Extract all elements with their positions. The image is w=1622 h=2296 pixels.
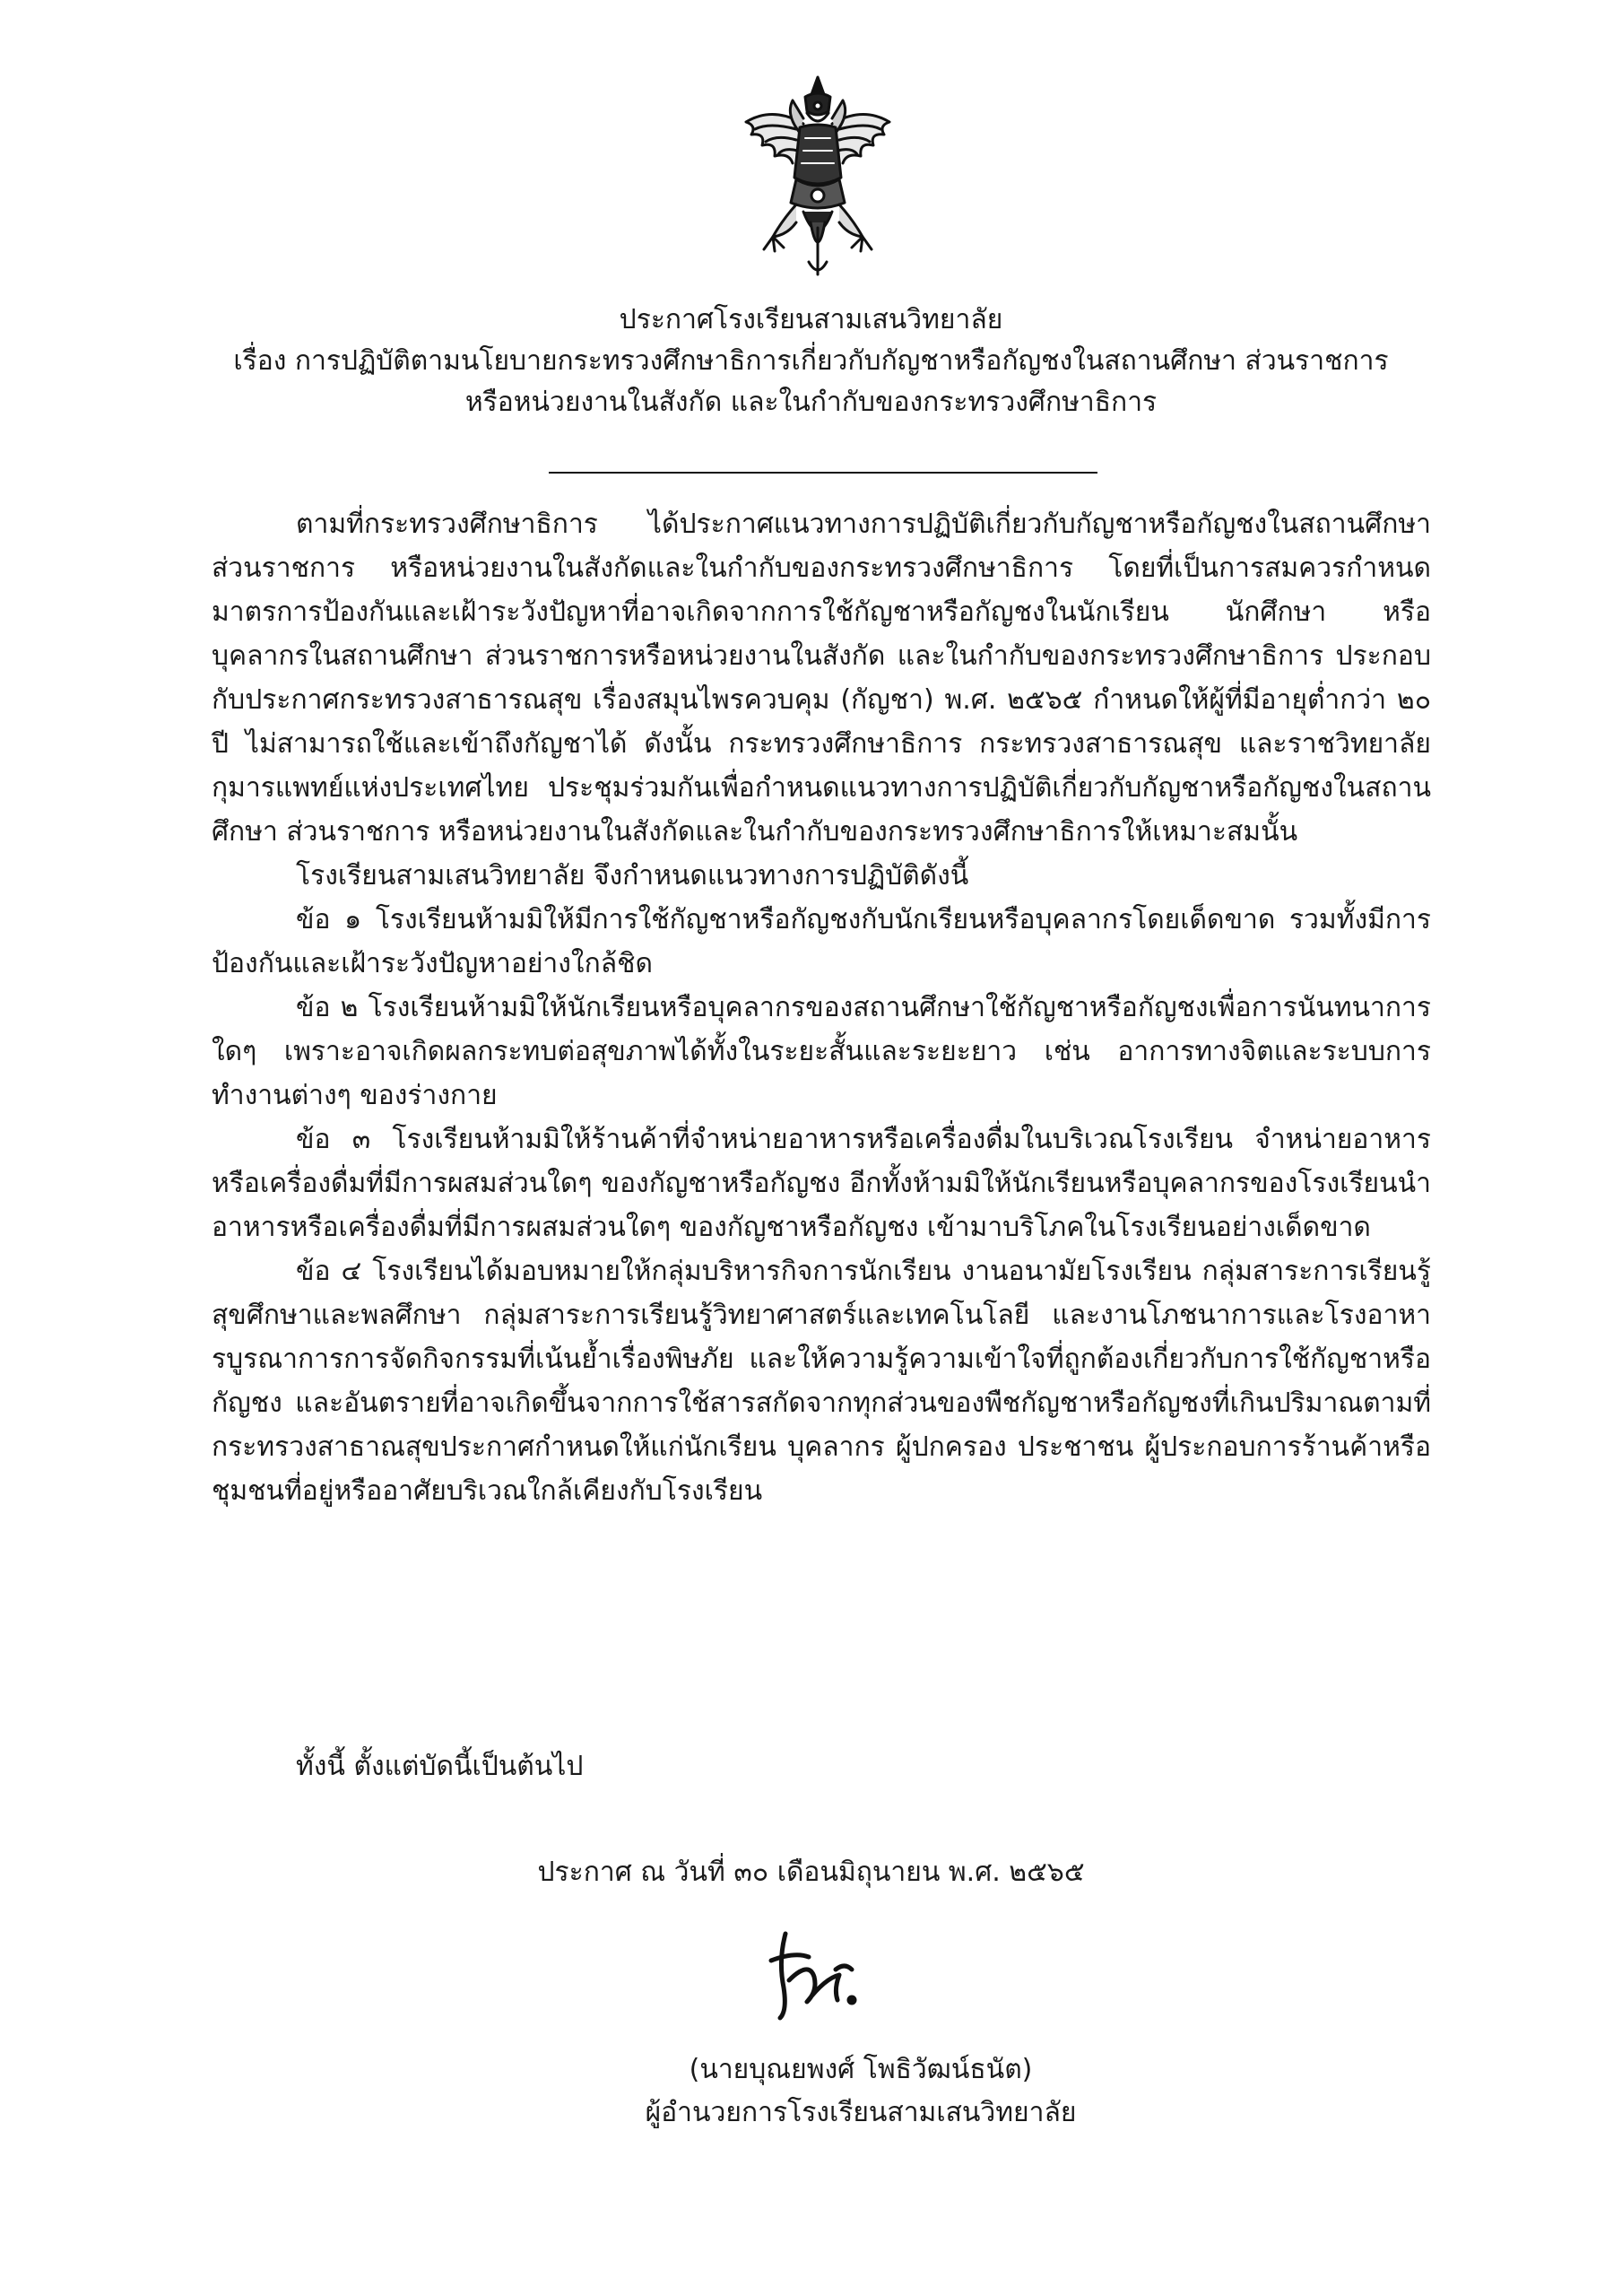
policy-statement: โรงเรียนสามเสนวิทยาลัย จึงกำหนดแนวทางการปฏิบัติดังนี้ <box>296 860 969 891</box>
announcement-title: ประกาศโรงเรียนสามเสนวิทยาลัย <box>619 304 1003 335</box>
clause-3: ข้อ ๓ โรงเรียนห้ามมิให้ร้านค้าที่จำหน่ายอาหารหรือเครื่องดื่มในบริเวณโรงเรียน จำหน่ายอาหารหรือเครื่องดื่มที่มีการผสมส่วนใดๆ ของกัญชาหรือกัญชง อีกทั้งห้ามมิให้นักเรียนหรือบุคลากรของโรงเรียนนำอาหารหรือเครื่องดื่มที่มีการผสมส่วนใดๆ ของกัญชาหรือกัญชง เข้ามาบริโภคในโรงเรียนอย่างเด็ดขาด <box>212 1124 1431 1243</box>
document-body <box>212 502 1431 1513</box>
signer-block <box>592 2048 1130 2135</box>
clause-2: ข้อ ๒ โรงเรียนห้ามมิให้นักเรียนหรือบุคลากรของสถานศึกษาใช้กัญชาหรือกัญชงเพื่อการนันทนาการใดๆ เพราะอาจเกิดผลกระทบต่อสุขภาพได้ทั้งในระยะสั้นและระยะยาว เช่น อาการทางจิตและระบบการทำงานต่างๆ ของร่างกาย <box>212 992 1431 1111</box>
closing-statement: ทั้งนี้ ตั้งแต่บัดนี้เป็นต้นไป <box>296 1751 584 1782</box>
signer-name: (นายบุณยพงศ์ โพธิวัฒน์ธนัต) <box>689 2054 1033 2085</box>
intro-paragraph: ตามที่กระทรวงศึกษาธิการ ได้ประกาศแนวทางการปฏิบัติเกี่ยวกับกัญชาหรือกัญชงในสถานศึกษา ส่วนราชการ หรือหน่วยงานในสังกัดและในกำกับของกระทรวงศึกษาธิการ โดยที่เป็นการสมควรกำหนดมาตรการป้องกันและเฝ้าระวังปัญหาที่อาจเกิดจากการใช้กัญชาหรือกัญชงในนักเรียน นักศึกษา หรือบุคลากรในสถานศึกษา ส่วนราชการหรือหน่วยงานในสังกัด และในกำกับของกระทรวงศึกษาธิการ ประกอบกับประกาศกระทรวงสาธารณสุข เรื่องสมุนไพรควบคุม (กัญชา) พ.ศ. ๒๕๖๕ กำหนดให้ผู้ที่มีอายุต่ำกว่า ๒๐ ปี ไม่สามารถใช้และเข้าถึงกัญชาได้ ดังนั้น กระทรวงศึกษาธิการ กระทรวงสาธารณสุข และราชวิทยาลัยกุมารแพทย์แห่งประเทศไทย ประชุมร่วมกันเพื่อกำหนดแนวทางการปฏิบัติเกี่ยวกับกัญชาหรือกัญชงในสถานศึกษา ส่วนราชการ หรือหน่วยงานในสังกัดและในกำกับของกระทรวงศึกษาธิการให้เหมาะสมนั้น <box>212 509 1431 848</box>
clause-4: ข้อ ๔ โรงเรียนได้มอบหมายให้กลุ่มบริหารกิจการนักเรียน งานอนามัยโรงเรียน กลุ่มสาระการเรียนรู้สุขศึกษาและพลศึกษา กลุ่มสาระการเรียนรู้วิทยาศาสตร์และเทคโนโลยี และงานโภชนาการและโรงอาหารบูรณาการการจัดกิจกรรมที่เน้นย้ำเรื่องพิษภัย และให้ความรู้ความเข้าใจที่ถูกต้องเกี่ยวกับการใช้กัญชาหรือกัญชง และอันตรายที่อาจเกิดขึ้นจากการใช้สารสกัดจากทุกส่วนของพืชกัญชาหรือกัญชงที่เกินปริมาณตามที่กระทรวงสาธาณสุขประกาศกำหนดให้แก่นักเรียน บุคลากร ผู้ปกครอง ประชาชน ผู้ประกอบการร้านค้าหรือชุมชนที่อยู่หรืออาศัยบริเวณใกล้เคียงกับโรงเรียน <box>212 1256 1431 1507</box>
document-header <box>0 300 1622 423</box>
garuda-emblem-icon <box>710 70 925 285</box>
header-divider <box>549 472 1097 474</box>
subject-line-continued: หรือหน่วยงานในสังกัด และในกำกับของกระทรวงศึกษาธิการ <box>464 387 1158 418</box>
handwritten-signature-icon <box>759 1925 866 2023</box>
signer-position: ผู้อำนวยการโรงเรียนสามเสนวิทยาลัย <box>645 2097 1077 2128</box>
clause-1: ข้อ ๑ โรงเรียนห้ามมิให้มีการใช้กัญชาหรือกัญชงกับนักเรียนหรือบุคลากรโดยเด็ดขาด รวมทั้งมีการป้องกันและเฝ้าระวังปัญหาอย่างใกล้ชิด <box>212 904 1431 979</box>
announcement-date: ประกาศ ณ วันที่ ๓๐ เดือนมิถุนายน พ.ศ. ๒๕๖๕ <box>537 1857 1085 1888</box>
subject-line: เรื่อง การปฏิบัติตามนโยบายกระทรวงศึกษาธิการเกี่ยวกับกัญชาหรือกัญชงในสถานศึกษา ส่วนราชการ <box>233 345 1389 377</box>
